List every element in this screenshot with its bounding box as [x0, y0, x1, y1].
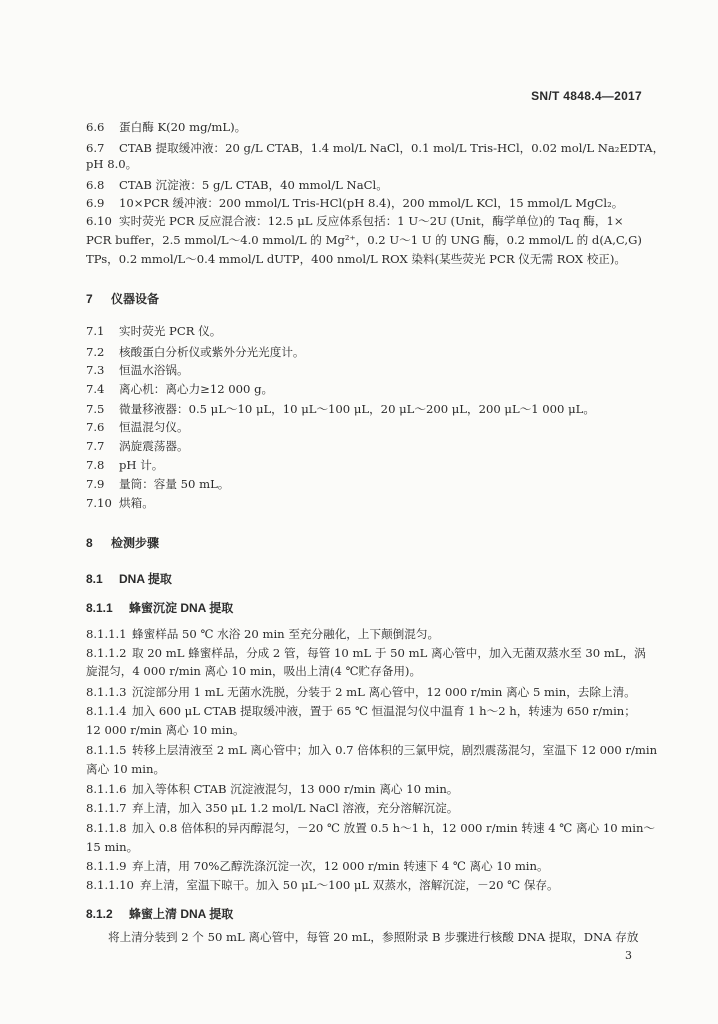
- body-paragraph: 将上清分装到 2 个 50 mL 离心管中，每管 20 mL，参照附录 B 步骤进行核酸 DNA 提取，DNA 存放: [108, 930, 639, 944]
- step-item: [86, 627, 646, 641]
- step-text: 弃上清，用 70%乙醇洗涤沉淀一次，12 000 r/min 转速下 4 ℃ 离心 10 min。: [132, 859, 549, 873]
- section-title: 仪器设备: [111, 292, 160, 306]
- step-item: [86, 743, 658, 757]
- instrument-item: [86, 496, 646, 510]
- item-number: 7.6: [86, 420, 105, 434]
- page-number: 3: [625, 949, 632, 962]
- item-number: 6.10: [86, 214, 112, 228]
- section-number: 8.1.1: [86, 601, 113, 615]
- instrument-item: [86, 439, 646, 453]
- step-item: [86, 859, 646, 873]
- subsubsection-heading: [86, 599, 233, 616]
- step-number: 8.1.1.10: [86, 878, 134, 892]
- standard-number: SN/T 4848.4—2017: [531, 89, 642, 103]
- step-item-continued: 15 min。: [86, 840, 139, 854]
- item-number: 6.8: [86, 178, 105, 192]
- item-number: 7.4: [86, 382, 105, 396]
- instrument-item: [86, 382, 646, 396]
- item-text: 实时荧光 PCR 反应混合液：12.5 μL 反应体系包括：1 U～2U (Unit，酶学单位)的 Taq 酶，1×: [119, 214, 624, 228]
- item-number: 6.9: [86, 196, 105, 210]
- step-text: 加入 600 μL CTAB 提取缓冲液，置于 65 ℃ 恒温混匀仪中温育 1 h～2 h，转速为 650 r/min；: [132, 704, 636, 718]
- reagent-item: [86, 141, 665, 155]
- item-text: 量筒：容量 50 mL。: [119, 477, 230, 491]
- instrument-item: [86, 363, 646, 377]
- item-text: pH 计。: [119, 458, 164, 472]
- instrument-item: [86, 402, 646, 416]
- step-item: [86, 878, 646, 892]
- item-text: 恒温混匀仪。: [119, 420, 189, 434]
- step-item: [86, 801, 646, 815]
- item-text: 恒温水浴锅。: [119, 363, 189, 377]
- reagent-item: [86, 178, 646, 192]
- step-number: 8.1.1.1: [86, 627, 127, 641]
- step-item-continued: 离心 10 min。: [86, 762, 166, 776]
- section-title: 检测步骤: [111, 536, 160, 550]
- step-item-continued: 12 000 r/min 离心 10 min。: [86, 723, 245, 737]
- item-text: 实时荧光 PCR 仪。: [119, 324, 222, 338]
- instrument-item: [86, 345, 646, 359]
- step-text: 弃上清，加入 350 μL 1.2 mol/L NaCl 溶液，充分溶解沉淀。: [132, 801, 459, 815]
- item-number: 7.1: [86, 324, 105, 338]
- step-text: 沉淀部分用 1 mL 无菌水洗脱，分装于 2 mL 离心管中，12 000 r/min 离心 5 min，去除上清。: [132, 685, 636, 699]
- subsubsection-heading: [86, 905, 233, 922]
- instrument-item: [86, 458, 646, 472]
- step-text: 蜂蜜样品 50 ℃ 水浴 20 min 至充分融化，上下颠倒混匀。: [132, 627, 440, 641]
- step-text: 转移上层清液至 2 mL 离心管中；加入 0.7 倍体积的三氯甲烷，剧烈震荡混匀，室温下 12 000 r/min: [132, 743, 658, 757]
- item-text: 烘箱。: [119, 496, 154, 510]
- reagent-item: [86, 214, 646, 228]
- item-number: 7.7: [86, 439, 105, 453]
- step-text: 加入 0.8 倍体积的异丙醇混匀，－20 ℃ 放置 0.5 h～1 h，12 000 r/min 转速 4 ℃ 离心 10 min～: [132, 821, 656, 835]
- item-number: 7.5: [86, 402, 105, 416]
- instrument-item: [86, 324, 646, 338]
- step-item: [86, 646, 646, 660]
- item-text: 离心机：离心力≥12 000 g。: [119, 382, 274, 396]
- step-number: 8.1.1.6: [86, 782, 127, 796]
- step-item-continued: 旋混匀，4 000 r/min 离心 10 min，吸出上清(4 ℃贮存备用)。: [86, 664, 422, 678]
- section-title: 蜂蜜沉淀 DNA 提取: [129, 601, 234, 615]
- reagent-item: [86, 196, 646, 210]
- section-number: 8: [86, 536, 93, 550]
- instrument-item: [86, 420, 646, 434]
- item-text: CTAB 提取缓冲液：20 g/L CTAB，1.4 mol/L NaCl，0.1 mol/L Tris-HCl，0.02 mol/L Na₂EDTA，: [119, 141, 665, 155]
- step-number: 8.1.1.8: [86, 821, 127, 835]
- item-text: 10×PCR 缓冲液：200 mmol/L Tris-HCl(pH 8.4)，200 mmol/L KCl，15 mmol/L MgCl₂。: [119, 196, 624, 210]
- reagent-item-continued: pH 8.0。: [86, 157, 138, 171]
- subsection-heading: [86, 570, 172, 587]
- item-text: CTAB 沉淀液：5 g/L CTAB，40 mmol/L NaCl。: [119, 178, 388, 192]
- step-text: 取 20 mL 蜂蜜样品，分成 2 管，每管 10 mL 于 50 mL 离心管中，加入无菌双蒸水至 30 mL，涡: [132, 646, 646, 660]
- item-number: 7.9: [86, 477, 105, 491]
- instrument-item: [86, 477, 646, 491]
- step-item: [86, 704, 646, 718]
- item-number: 7.2: [86, 345, 105, 359]
- item-number: 7.3: [86, 363, 105, 377]
- step-text: 弃上清，室温下晾干。加入 50 μL～100 μL 双蒸水，溶解沉淀，－20 ℃ 保存。: [140, 878, 559, 892]
- reagent-item: [86, 120, 646, 134]
- section-heading: [86, 534, 159, 551]
- item-text: 微量移液器：0.5 μL～10 μL，10 μL～100 μL，20 μL～200 μL，200 μL～1 000 μL。: [119, 402, 595, 416]
- item-number: 6.7: [86, 141, 105, 155]
- section-title: DNA 提取: [119, 572, 172, 586]
- section-number: 8.1: [86, 572, 103, 586]
- item-text: 蛋白酶 K(20 mg/mL)。: [119, 120, 247, 134]
- reagent-item-continued: TPs，0.2 mmol/L～0.4 mmol/L dUTP，400 nmol/L ROX 染料(某些荧光 PCR 仪无需 ROX 校正)。: [86, 252, 626, 266]
- item-number: 7.10: [86, 496, 112, 510]
- step-item: [86, 782, 646, 796]
- step-number: 8.1.1.2: [86, 646, 127, 660]
- section-number: 7: [86, 292, 93, 306]
- item-number: 7.8: [86, 458, 105, 472]
- step-number: 8.1.1.3: [86, 685, 127, 699]
- item-text: 涡旋震荡器。: [119, 439, 189, 453]
- section-heading: [86, 290, 159, 307]
- step-item: [86, 685, 646, 699]
- item-number: 6.6: [86, 120, 105, 134]
- step-item: [86, 821, 656, 835]
- reagent-item-continued: PCR buffer，2.5 mmol/L～4.0 mmol/L 的 Mg²⁺，0.2 U～1 U 的 UNG 酶，0.2 mmol/L 的 d(A,C,G): [86, 233, 642, 247]
- section-number: 8.1.2: [86, 907, 113, 921]
- step-number: 8.1.1.9: [86, 859, 127, 873]
- section-title: 蜂蜜上清 DNA 提取: [129, 907, 234, 921]
- item-text: 核酸蛋白分析仪或紫外分光光度计。: [119, 345, 305, 359]
- step-number: 8.1.1.5: [86, 743, 127, 757]
- step-number: 8.1.1.4: [86, 704, 127, 718]
- step-text: 加入等体积 CTAB 沉淀液混匀，13 000 r/min 离心 10 min。: [132, 782, 459, 796]
- step-number: 8.1.1.7: [86, 801, 127, 815]
